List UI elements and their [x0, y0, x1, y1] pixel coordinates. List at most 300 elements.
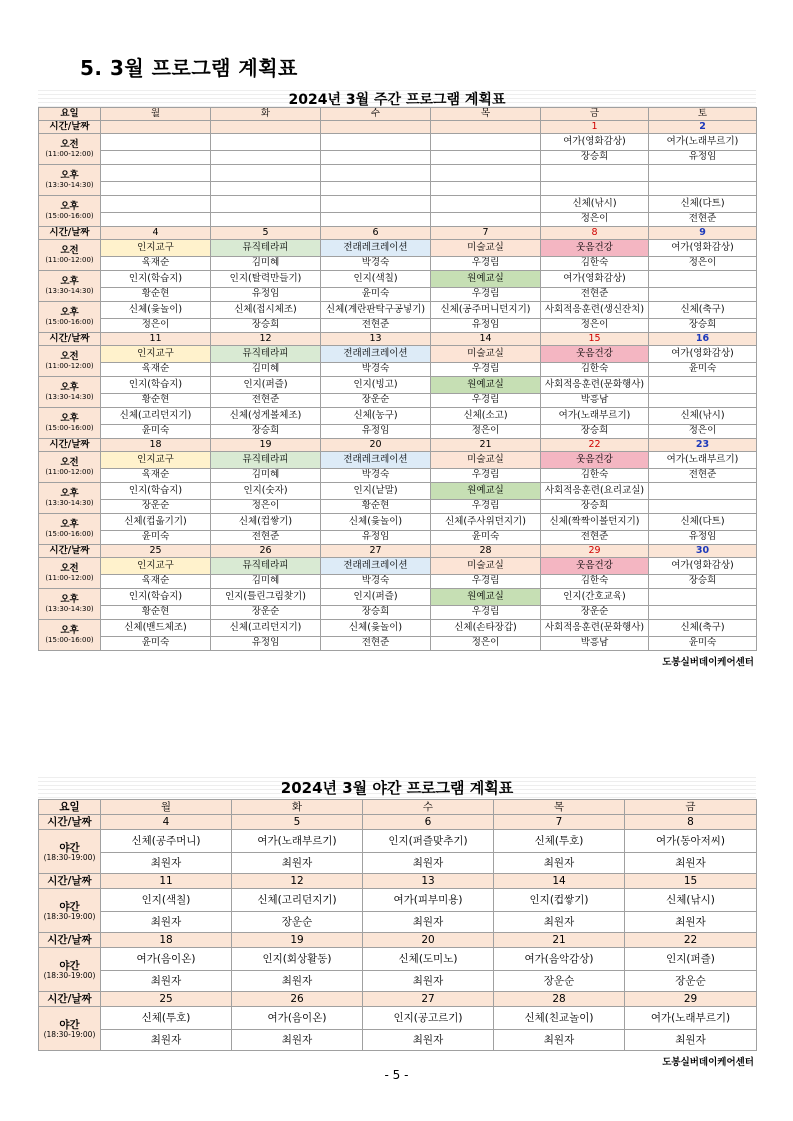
slot-time: (15:00-16:00)	[45, 211, 94, 220]
program-cell: 원예교실	[431, 377, 541, 394]
staff-cell: 정은이	[431, 637, 541, 651]
program-cell: 여가(노래부르기)	[625, 1007, 757, 1030]
staff-cell: 김한숙	[541, 575, 649, 589]
date-row-label: 시간/날짜	[39, 874, 101, 889]
date-cell: 22	[625, 933, 757, 948]
staff-cell: 장운순	[232, 912, 363, 933]
staff-cell: 우경림	[431, 469, 541, 483]
program-row	[39, 377, 757, 394]
night-header-cell: 목	[494, 800, 625, 815]
time-slot-label	[39, 514, 101, 545]
night-table	[38, 799, 757, 1051]
program-cell: 신체(짝짝이볼던지기)	[541, 514, 649, 531]
program-cell: 웃음건강	[541, 240, 649, 257]
date-cell: 11	[101, 874, 232, 889]
program-row	[39, 889, 757, 912]
date-cell: 28	[494, 992, 625, 1007]
staff-cell: 김미혜	[211, 257, 321, 271]
program-cell: 신체(투호)	[494, 830, 625, 853]
program-cell: 신체(축구)	[649, 620, 757, 637]
weekly-date-row	[39, 545, 757, 558]
program-cell: 사회적응훈련(생신잔치)	[541, 302, 649, 319]
weekly-footer: 도봉실버데이케어센터	[662, 657, 754, 668]
program-cell: 신체(축구)	[649, 302, 757, 319]
date-cell: 29	[625, 992, 757, 1007]
program-cell: 뮤직테라피	[211, 346, 321, 363]
staff-cell: 유정임	[211, 288, 321, 302]
staff-cell: 전현준	[211, 394, 321, 408]
program-cell: 여가(음이온)	[232, 1007, 363, 1030]
staff-cell: 윤미숙	[101, 637, 211, 651]
program-cell: 신체(윷놀이)	[321, 620, 431, 637]
date-row-label: 시간/날짜	[39, 227, 101, 240]
staff-cell: 장승희	[211, 425, 321, 439]
program-row	[39, 196, 757, 213]
program-cell: 원예교실	[431, 589, 541, 606]
slot-name: 오후	[60, 382, 79, 394]
program-row	[39, 830, 757, 853]
weekly-header-cell: 월	[101, 108, 211, 121]
program-cell: 사회적응훈련(문화행사)	[541, 620, 649, 637]
date-row-label: 시간/날짜	[39, 545, 101, 558]
slot-name: 오후	[60, 488, 79, 500]
staff-cell: 최원자	[101, 853, 232, 874]
program-cell: 신체(고리던지기)	[232, 889, 363, 912]
program-row	[39, 302, 757, 319]
program-cell: 인지(탈력만들기)	[211, 271, 321, 288]
program-cell: 신체(낚시)	[541, 196, 649, 213]
staff-cell: 김미혜	[211, 363, 321, 377]
staff-row	[39, 394, 757, 408]
slot-time: (11:00-12:00)	[45, 573, 94, 582]
time-slot-label	[39, 452, 101, 483]
date-row-label: 시간/날짜	[39, 333, 101, 346]
night-date-row	[39, 933, 757, 948]
program-row	[39, 589, 757, 606]
program-cell: 신체(고리던지기)	[101, 408, 211, 425]
program-cell: 신체(컵쌓기)	[211, 514, 321, 531]
staff-cell: 최원자	[363, 971, 494, 992]
staff-cell: 최원자	[625, 853, 757, 874]
program-cell: 여가(음악감상)	[494, 948, 625, 971]
weekly-header-cell: 목	[431, 108, 541, 121]
program-cell: 미술교실	[431, 346, 541, 363]
staff-cell: 우경림	[431, 257, 541, 271]
staff-cell: 박흥남	[541, 394, 649, 408]
staff-cell: 박경숙	[321, 575, 431, 589]
time-slot-label	[39, 483, 101, 514]
date-cell: 18	[101, 439, 211, 452]
date-cell: 27	[321, 545, 431, 558]
program-cell: 여가(영화감상)	[649, 558, 757, 575]
weekly-header-cell: 금	[541, 108, 649, 121]
program-cell	[649, 377, 757, 394]
program-cell	[321, 196, 431, 213]
staff-cell: 장운순	[321, 394, 431, 408]
program-row	[39, 408, 757, 425]
staff-cell: 정은이	[101, 319, 211, 333]
staff-cell: 장운순	[494, 971, 625, 992]
staff-cell: 최원자	[232, 971, 363, 992]
date-row-label: 시간/날짜	[39, 439, 101, 452]
staff-cell: 우경림	[431, 606, 541, 620]
staff-row	[39, 531, 757, 545]
program-cell	[211, 134, 321, 151]
staff-cell: 박흥남	[541, 637, 649, 651]
program-cell: 여가(노래부르기)	[649, 134, 757, 151]
staff-cell: 유정임	[211, 637, 321, 651]
program-cell: 인지교구	[101, 558, 211, 575]
staff-cell: 육재순	[101, 575, 211, 589]
date-cell: 29	[541, 545, 649, 558]
date-cell: 25	[101, 992, 232, 1007]
staff-cell	[211, 213, 321, 227]
slot-time: (13:30-14:30)	[45, 604, 94, 613]
staff-cell: 우경림	[431, 288, 541, 302]
staff-row	[39, 288, 757, 302]
time-slot-label	[39, 558, 101, 589]
staff-row	[39, 1030, 757, 1051]
staff-row	[39, 257, 757, 271]
program-cell: 신체(소고)	[431, 408, 541, 425]
program-cell: 뮤직테라피	[211, 452, 321, 469]
staff-cell: 윤미숙	[101, 425, 211, 439]
staff-cell: 정은이	[541, 213, 649, 227]
date-cell: 12	[232, 874, 363, 889]
slot-name: 오후	[60, 413, 79, 425]
staff-cell: 윤미숙	[101, 531, 211, 545]
date-row-label: 시간/날짜	[39, 992, 101, 1007]
date-cell: 4	[101, 815, 232, 830]
program-cell: 전래레크레이션	[321, 240, 431, 257]
program-row	[39, 514, 757, 531]
program-cell: 인지교구	[101, 452, 211, 469]
staff-cell	[321, 182, 431, 196]
staff-row	[39, 912, 757, 933]
date-cell: 8	[625, 815, 757, 830]
staff-cell: 전현준	[541, 288, 649, 302]
program-cell: 신체(주사위던지기)	[431, 514, 541, 531]
staff-row	[39, 575, 757, 589]
staff-cell: 육재순	[101, 363, 211, 377]
time-slot-label	[39, 196, 101, 227]
weekly-schedule	[38, 87, 756, 668]
staff-cell	[321, 213, 431, 227]
slot-time: (18:30-19:00)	[43, 852, 96, 862]
staff-row	[39, 637, 757, 651]
staff-cell: 최원자	[625, 912, 757, 933]
staff-cell: 장운순	[211, 606, 321, 620]
program-cell: 여가(음이온)	[101, 948, 232, 971]
program-cell: 신체(컵옮기기)	[101, 514, 211, 531]
program-row	[39, 948, 757, 971]
slot-name: 오전	[60, 457, 79, 469]
program-cell: 원예교실	[431, 271, 541, 288]
staff-cell: 우경림	[431, 363, 541, 377]
staff-cell: 황순현	[101, 606, 211, 620]
program-cell: 여가(노래부르기)	[232, 830, 363, 853]
staff-cell: 장승희	[541, 500, 649, 514]
staff-cell	[101, 151, 211, 165]
date-cell	[101, 121, 211, 134]
staff-cell: 최원자	[494, 912, 625, 933]
program-cell: 인지(학습지)	[101, 483, 211, 500]
program-cell	[649, 165, 757, 182]
slot-name: 오후	[60, 625, 79, 637]
staff-cell: 윤미숙	[321, 288, 431, 302]
staff-cell: 전현준	[321, 637, 431, 651]
staff-cell: 정은이	[649, 257, 757, 271]
time-slot-label	[39, 134, 101, 165]
date-cell: 14	[431, 333, 541, 346]
night-header-cell: 월	[101, 800, 232, 815]
slot-time: (18:30-19:00)	[43, 1029, 96, 1039]
date-cell: 20	[363, 933, 494, 948]
program-cell: 인지(학습지)	[101, 589, 211, 606]
date-cell: 18	[101, 933, 232, 948]
time-slot-label	[39, 240, 101, 271]
slot-time: (13:30-14:30)	[45, 180, 94, 189]
staff-cell: 박경숙	[321, 363, 431, 377]
staff-row	[39, 182, 757, 196]
night-header-cell: 수	[363, 800, 494, 815]
date-cell: 22	[541, 439, 649, 452]
date-cell: 6	[363, 815, 494, 830]
staff-cell: 최원자	[363, 1030, 494, 1051]
program-cell: 인지(색칠)	[101, 889, 232, 912]
date-cell: 6	[321, 227, 431, 240]
date-cell: 27	[363, 992, 494, 1007]
time-slot-label	[39, 377, 101, 408]
program-cell	[101, 134, 211, 151]
program-cell: 인지(숫자)	[211, 483, 321, 500]
program-cell	[321, 165, 431, 182]
staff-cell	[431, 182, 541, 196]
program-cell: 인지(퍼즐)	[321, 589, 431, 606]
program-cell: 신체(공주머니)	[101, 830, 232, 853]
staff-row	[39, 363, 757, 377]
staff-cell: 육재순	[101, 469, 211, 483]
program-cell: 뮤직테라피	[211, 558, 321, 575]
weekly-header-cell: 수	[321, 108, 431, 121]
staff-cell: 정은이	[431, 425, 541, 439]
program-cell: 여가(동아저씨)	[625, 830, 757, 853]
staff-cell: 박경숙	[321, 257, 431, 271]
slot-name: 오전	[60, 245, 79, 257]
date-cell: 5	[232, 815, 363, 830]
weekly-header-cell: 토	[649, 108, 757, 121]
date-row-label: 시간/날짜	[39, 121, 101, 134]
staff-cell: 유정임	[649, 531, 757, 545]
weekly-title: 2024년 3월 주간 프로그램 계획표	[38, 87, 756, 107]
program-cell: 신체(투호)	[101, 1007, 232, 1030]
date-cell: 8	[541, 227, 649, 240]
date-cell: 5	[211, 227, 321, 240]
staff-cell: 전현준	[211, 531, 321, 545]
staff-cell: 유정임	[321, 531, 431, 545]
night-header-cell: 금	[625, 800, 757, 815]
slot-time: (11:00-12:00)	[45, 149, 94, 158]
slot-name: 오후	[60, 170, 79, 182]
slot-name: 오후	[60, 307, 79, 319]
night-header-cell: 화	[232, 800, 363, 815]
staff-cell: 장승희	[541, 425, 649, 439]
staff-cell	[321, 151, 431, 165]
staff-cell: 유정임	[649, 151, 757, 165]
time-slot-label	[39, 165, 101, 196]
program-cell: 인지(간호교육)	[541, 589, 649, 606]
date-cell	[431, 121, 541, 134]
program-cell	[101, 196, 211, 213]
staff-cell	[649, 394, 757, 408]
program-cell: 인지(빙고)	[321, 377, 431, 394]
weekly-date-row	[39, 333, 757, 346]
slot-name: 야간	[59, 841, 80, 854]
staff-cell: 육재순	[101, 257, 211, 271]
program-cell: 신체(밴드체조)	[101, 620, 211, 637]
staff-cell: 전현준	[321, 319, 431, 333]
staff-cell	[431, 151, 541, 165]
program-cell: 인지(학습지)	[101, 377, 211, 394]
slot-name: 오후	[60, 519, 79, 531]
slot-time: (11:00-12:00)	[45, 255, 94, 264]
weekly-date-row	[39, 439, 757, 452]
slot-name: 야간	[59, 900, 80, 913]
slot-name: 오전	[60, 139, 79, 151]
program-cell: 웃음건강	[541, 558, 649, 575]
staff-cell: 장승희	[649, 319, 757, 333]
staff-cell: 장승희	[541, 151, 649, 165]
program-cell: 신체(친교놀이)	[494, 1007, 625, 1030]
slot-time: (15:00-16:00)	[45, 529, 94, 538]
date-cell: 25	[101, 545, 211, 558]
slot-name: 오후	[60, 276, 79, 288]
program-cell: 신체(윷놀이)	[101, 302, 211, 319]
weekly-date-row	[39, 227, 757, 240]
staff-cell	[649, 288, 757, 302]
staff-cell: 우경림	[431, 500, 541, 514]
program-cell: 신체(공주머니던지기)	[431, 302, 541, 319]
staff-cell: 최원자	[625, 1030, 757, 1051]
program-cell: 웃음건강	[541, 346, 649, 363]
program-row	[39, 483, 757, 500]
slot-time: (11:00-12:00)	[45, 467, 94, 476]
program-cell: 여가(피부미용)	[363, 889, 494, 912]
staff-row	[39, 425, 757, 439]
slot-name: 오전	[60, 563, 79, 575]
staff-cell: 장운순	[625, 971, 757, 992]
staff-row	[39, 500, 757, 514]
slot-time: (15:00-16:00)	[45, 317, 94, 326]
date-cell: 28	[431, 545, 541, 558]
date-row-label: 시간/날짜	[39, 815, 101, 830]
staff-cell: 최원자	[363, 912, 494, 933]
date-cell: 13	[363, 874, 494, 889]
staff-cell: 김미혜	[211, 469, 321, 483]
staff-cell: 윤미숙	[431, 531, 541, 545]
date-cell: 20	[321, 439, 431, 452]
date-cell: 21	[431, 439, 541, 452]
program-cell: 인지(퍼즐)	[625, 948, 757, 971]
staff-cell: 황순현	[321, 500, 431, 514]
program-cell: 인지(공고르기)	[363, 1007, 494, 1030]
slot-time: (13:30-14:30)	[45, 498, 94, 507]
staff-cell: 황순현	[101, 288, 211, 302]
weekly-header-cell: 화	[211, 108, 321, 121]
slot-name: 야간	[59, 959, 80, 972]
staff-cell	[541, 182, 649, 196]
program-cell: 인지(학습지)	[101, 271, 211, 288]
program-row	[39, 165, 757, 182]
program-cell: 신체(낚시)	[649, 408, 757, 425]
staff-cell: 김한숙	[541, 257, 649, 271]
staff-cell: 최원자	[232, 853, 363, 874]
time-slot-label	[39, 620, 101, 651]
staff-row	[39, 469, 757, 483]
staff-cell: 윤미숙	[649, 363, 757, 377]
program-cell: 인지(컵쌓기)	[494, 889, 625, 912]
program-cell	[321, 134, 431, 151]
staff-row	[39, 853, 757, 874]
date-cell: 13	[321, 333, 431, 346]
program-cell	[431, 134, 541, 151]
staff-cell: 장운순	[101, 500, 211, 514]
date-row-label: 시간/날짜	[39, 933, 101, 948]
date-cell: 21	[494, 933, 625, 948]
program-cell: 뮤직테라피	[211, 240, 321, 257]
night-header-row	[39, 800, 757, 815]
slot-name: 오전	[60, 351, 79, 363]
time-slot-label	[39, 830, 101, 874]
program-cell: 신체(다트)	[649, 514, 757, 531]
staff-cell	[211, 182, 321, 196]
slot-time: (18:30-19:00)	[43, 970, 96, 980]
date-cell: 26	[211, 545, 321, 558]
program-row	[39, 271, 757, 288]
date-cell: 7	[431, 227, 541, 240]
program-cell: 인지(퍼즐)	[211, 377, 321, 394]
program-cell: 여가(영화감상)	[649, 346, 757, 363]
page-title: 5. 3월 프로그램 계획표	[80, 56, 298, 80]
staff-cell: 유정임	[431, 319, 541, 333]
staff-cell: 정은이	[649, 425, 757, 439]
program-cell: 전래레크레이션	[321, 346, 431, 363]
program-cell: 신체(고리던지기)	[211, 620, 321, 637]
date-cell: 7	[494, 815, 625, 830]
slot-time: (15:00-16:00)	[45, 423, 94, 432]
date-cell: 26	[232, 992, 363, 1007]
program-cell: 여가(노래부르기)	[541, 408, 649, 425]
program-cell: 여가(영화감상)	[541, 271, 649, 288]
date-cell: 19	[211, 439, 321, 452]
staff-cell: 최원자	[101, 971, 232, 992]
staff-cell: 최원자	[232, 1030, 363, 1051]
program-cell: 인지교구	[101, 240, 211, 257]
staff-cell	[101, 182, 211, 196]
program-cell: 신체(접시체조)	[211, 302, 321, 319]
staff-cell	[431, 213, 541, 227]
staff-cell: 정은이	[211, 500, 321, 514]
program-cell: 인지(틀린그림찾기)	[211, 589, 321, 606]
night-schedule	[38, 774, 756, 1068]
program-cell: 사회적응훈련(요리교실)	[541, 483, 649, 500]
staff-cell: 윤미숙	[649, 637, 757, 651]
time-slot-label	[39, 346, 101, 377]
staff-cell: 최원자	[101, 912, 232, 933]
program-cell: 인지(낱말)	[321, 483, 431, 500]
night-date-row	[39, 992, 757, 1007]
date-cell: 30	[649, 545, 757, 558]
